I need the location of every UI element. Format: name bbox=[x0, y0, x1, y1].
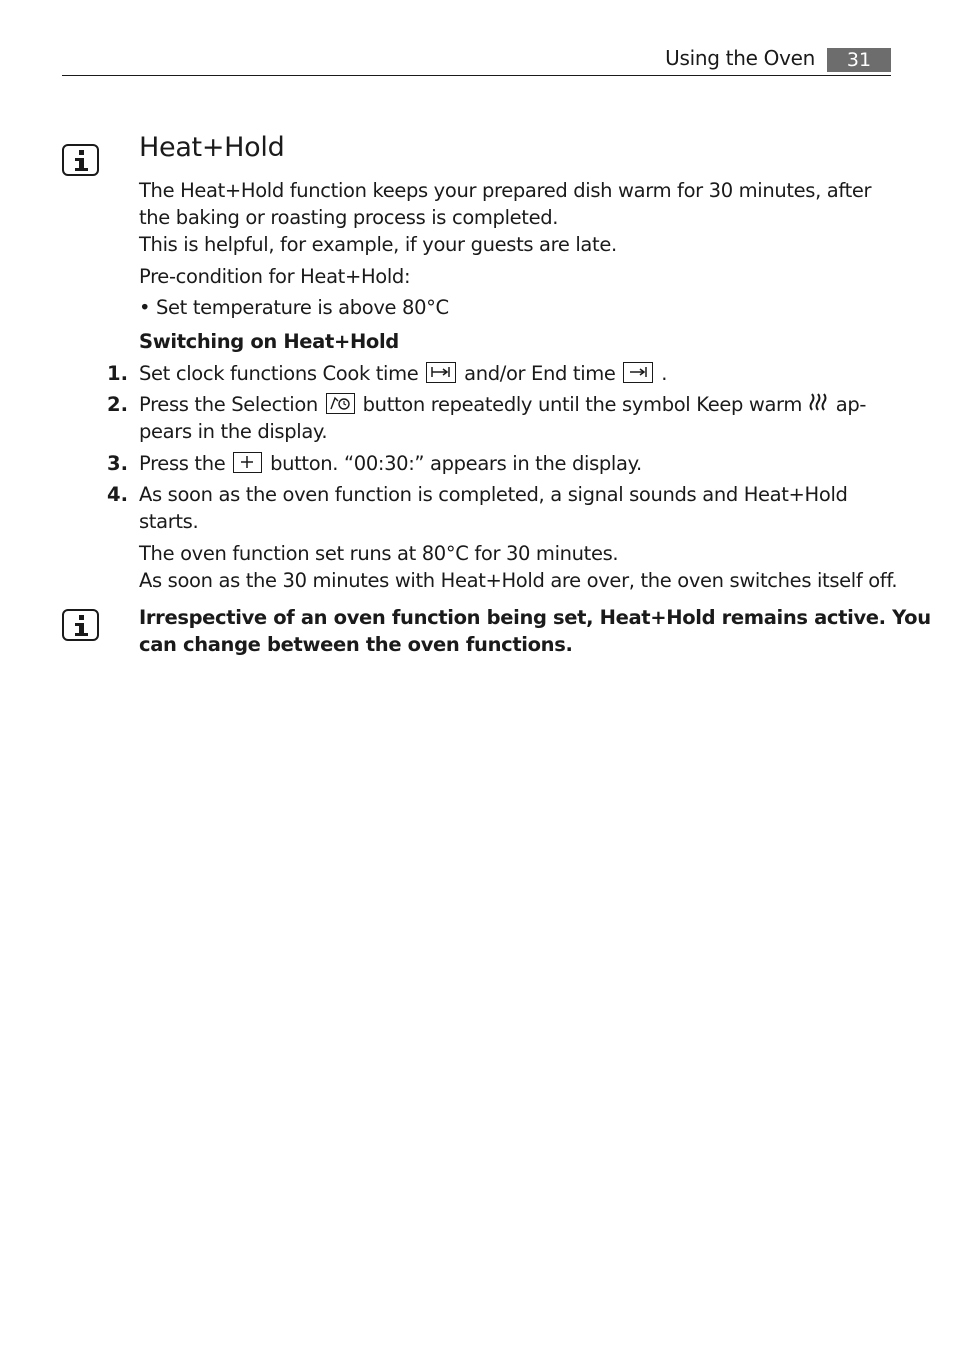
step-2-text-a: Press the Selection bbox=[139, 393, 318, 416]
section-title: Using the Oven bbox=[665, 46, 815, 70]
keep-warm-icon bbox=[808, 392, 830, 414]
end-time-icon bbox=[623, 362, 653, 383]
step-2 bbox=[139, 391, 866, 418]
step-number: 4. bbox=[107, 483, 128, 506]
cook-time-icon bbox=[426, 362, 456, 383]
after-line-1: The oven function set runs at 80°C for 30 minutes. bbox=[139, 542, 619, 565]
step-number: 2. bbox=[107, 393, 128, 416]
step-3 bbox=[139, 450, 642, 477]
precondition-label: Pre-condition for Heat+Hold: bbox=[139, 265, 411, 288]
step-4-line-2: starts. bbox=[139, 510, 199, 533]
step-3-text-a: Press the bbox=[139, 452, 226, 475]
subheading: Switching on Heat+Hold bbox=[139, 330, 399, 353]
info-icon bbox=[62, 144, 99, 176]
intro-line-2: the baking or roasting process is completed. bbox=[139, 206, 559, 229]
step-2-text-c: ap- bbox=[835, 393, 867, 416]
intro-line-1: The Heat+Hold function keeps your prepared dish warm for 30 minutes, after bbox=[139, 179, 872, 202]
precondition-bullet: • Set temperature is above 80°C bbox=[139, 296, 449, 319]
step-4-line-1: As soon as the oven function is completed, a signal sounds and Heat+Hold bbox=[139, 483, 848, 506]
selection-icon bbox=[326, 393, 355, 414]
note-line-2: can change between the oven functions. bbox=[139, 633, 573, 656]
step-3-text-b: button. “00:30:” appears in the display. bbox=[270, 452, 642, 475]
plus-icon bbox=[233, 452, 262, 473]
step-2-line-2: pears in the display. bbox=[139, 420, 328, 443]
step-2-text-b: button repeatedly until the symbol Keep warm bbox=[362, 393, 803, 416]
after-line-2: As soon as the 30 minutes with Heat+Hold are over, the oven switches itself off. bbox=[139, 569, 898, 592]
note-line-1: Irrespective of an oven function being set, Heat+Hold remains active. You bbox=[139, 606, 931, 629]
info-icon bbox=[62, 609, 99, 641]
step-number: 3. bbox=[107, 452, 128, 475]
page-header bbox=[62, 44, 891, 76]
step-1 bbox=[139, 360, 667, 387]
step-1-text-a: Set clock functions Cook time bbox=[139, 362, 419, 385]
step-1-text-c: . bbox=[661, 362, 668, 385]
intro-line-3: This is helpful, for example, if your guests are late. bbox=[139, 233, 617, 256]
page-number: 31 bbox=[827, 48, 891, 72]
step-number: 1. bbox=[107, 362, 128, 385]
page-title: Heat+Hold bbox=[139, 132, 285, 163]
step-1-text-b: and/or End time bbox=[464, 362, 616, 385]
